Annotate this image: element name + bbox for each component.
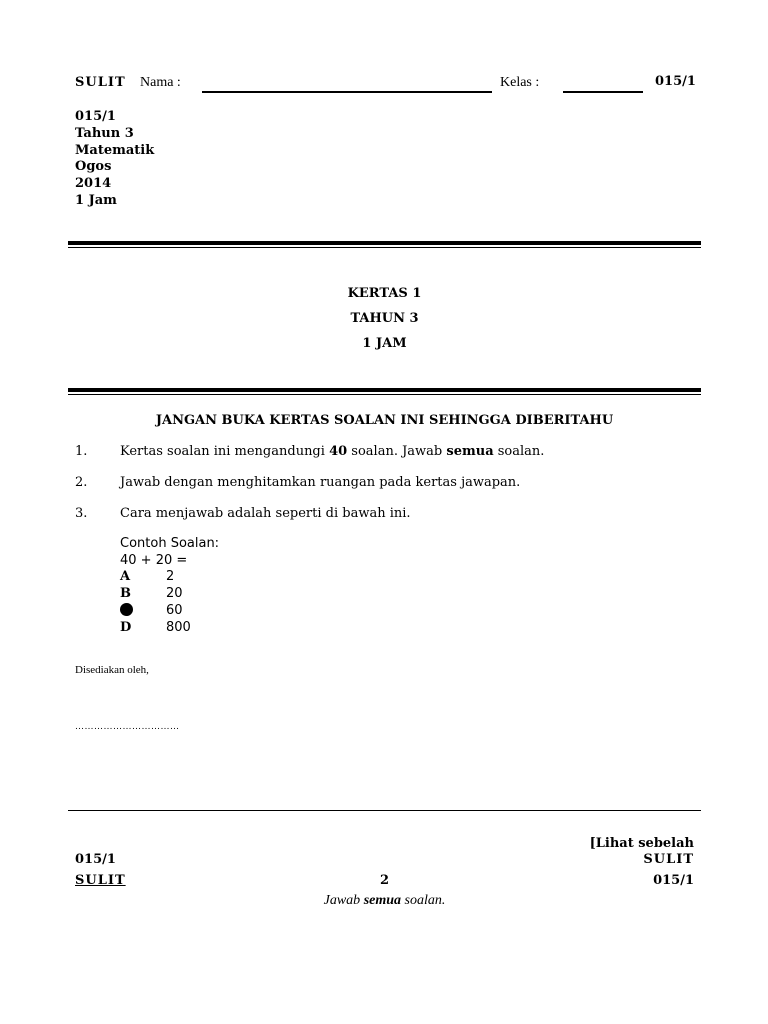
meta-subject: Matematik xyxy=(75,142,155,158)
divider-thick-2 xyxy=(68,388,701,392)
option-b-value: 20 xyxy=(166,586,183,601)
footer-sulit-right: SULIT xyxy=(643,852,694,867)
warning-heading: JANGAN BUKA KERTAS SOALAN INI SEHINGGA DIBERITAHU xyxy=(155,413,614,428)
kelas-label: Kelas : xyxy=(500,75,540,90)
page-number: 2 xyxy=(380,873,390,888)
nama-label: Nama : xyxy=(140,75,181,90)
example-question: 40 + 20 = xyxy=(120,553,188,568)
instruction-3-text: Cara menjawab adalah seperti di bawah ini. xyxy=(120,506,411,521)
meta-tahun: Tahun 3 xyxy=(75,125,134,141)
option-d-letter: D xyxy=(120,620,132,635)
page2-sulit: SULIT xyxy=(75,873,126,888)
page2-code: 015/1 xyxy=(653,873,694,888)
divider-thin xyxy=(68,247,701,248)
paper-tahun: TAHUN 3 xyxy=(350,311,419,326)
footer-divider xyxy=(68,810,701,811)
meta-duration: 1 Jam xyxy=(75,192,117,208)
nama-field-line[interactable] xyxy=(202,91,492,93)
instruction-1-text: Kertas soalan ini mengandungi 40 soalan. Jawab semua soalan. xyxy=(120,444,545,459)
option-c-filled-bubble xyxy=(120,603,133,616)
divider-thin-2 xyxy=(68,394,701,395)
option-a-letter: A xyxy=(120,569,131,584)
meta-code: 015/1 xyxy=(75,109,116,124)
option-a-value: 2 xyxy=(166,569,175,584)
option-c-value: 60 xyxy=(166,603,183,618)
paper-meta xyxy=(75,109,154,210)
paper-kertas: KERTAS 1 xyxy=(347,286,422,301)
sulit-label: SULIT xyxy=(75,75,126,90)
paper-duration: 1 JAM xyxy=(362,336,407,351)
divider-thick xyxy=(68,241,701,245)
meta-month: Ogos xyxy=(75,159,112,175)
lihat-sebelah: [Lihat sebelah xyxy=(589,836,694,851)
signature-dots: …………………………… xyxy=(75,721,180,731)
kelas-field-line[interactable] xyxy=(563,91,643,93)
instruction-2-number: 2. xyxy=(75,475,88,490)
option-b-letter: B xyxy=(120,586,131,601)
paper-code: 015/1 xyxy=(655,74,696,89)
meta-year: 2014 xyxy=(75,176,112,192)
prepared-by-label: Disediakan oleh, xyxy=(75,664,149,676)
option-d-value: 800 xyxy=(166,620,191,635)
instruction-1-number: 1. xyxy=(75,444,88,459)
example-title: Contoh Soalan: xyxy=(120,536,220,551)
instruction-3-number: 3. xyxy=(75,506,88,521)
instruction-2-text: Jawab dengan menghitamkan ruangan pada kertas jawapan. xyxy=(120,475,521,490)
answer-all-note: Jawab semua soalan. xyxy=(323,893,446,908)
footer-code-left: 015/1 xyxy=(75,852,116,867)
